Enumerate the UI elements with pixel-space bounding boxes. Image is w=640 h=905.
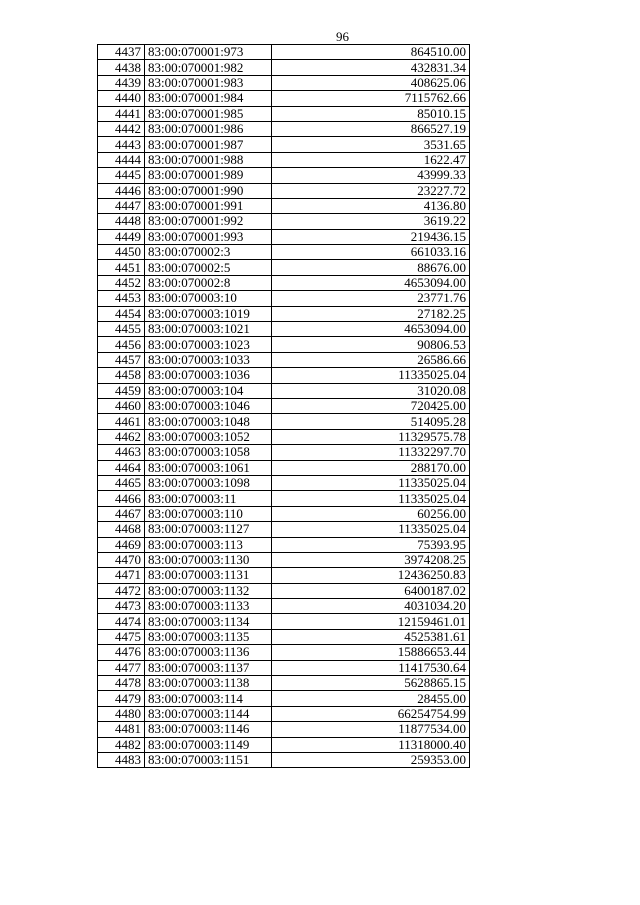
- cadastral-value-cell: 11318000.40: [272, 737, 470, 752]
- row-number-cell: 4480: [98, 706, 145, 721]
- cadastral-value-cell: 66254754.99: [272, 706, 470, 721]
- row-number-cell: 4478: [98, 676, 145, 691]
- cadastral-number-cell: 83:00:070001:982: [145, 60, 272, 75]
- cadastral-value-cell: 11417530.64: [272, 660, 470, 675]
- cadastral-number-cell: 83:00:070003:11: [145, 491, 272, 506]
- table-row: [98, 614, 470, 629]
- cadastral-value-cell: 661033.16: [272, 245, 470, 260]
- table-row: [98, 429, 470, 444]
- table-row: [98, 121, 470, 136]
- cadastral-value-cell: 12159461.01: [272, 614, 470, 629]
- cadastral-number-cell: 83:00:070003:1019: [145, 306, 272, 321]
- cadastral-value-cell: 4136.80: [272, 198, 470, 213]
- row-number-cell: 4458: [98, 368, 145, 383]
- table-row: [98, 599, 470, 614]
- cadastral-number-cell: 83:00:070003:1146: [145, 722, 272, 737]
- cadastral-value-cell: 3974208.25: [272, 552, 470, 567]
- row-number-cell: 4462: [98, 429, 145, 444]
- cadastral-number-cell: 83:00:070003:1058: [145, 445, 272, 460]
- table-row: [98, 460, 470, 475]
- cadastral-value-cell: 6400187.02: [272, 583, 470, 598]
- cadastral-value-cell: 1622.47: [272, 152, 470, 167]
- table-row: [98, 214, 470, 229]
- cadastral-value-cell: 27182.25: [272, 306, 470, 321]
- cadastral-number-cell: 83:00:070003:1133: [145, 599, 272, 614]
- cadastral-value-cell: 15886653.44: [272, 645, 470, 660]
- cadastral-value-cell: 514095.28: [272, 414, 470, 429]
- cadastral-number-cell: 83:00:070002:5: [145, 260, 272, 275]
- cadastral-number-cell: 83:00:070003:1134: [145, 614, 272, 629]
- row-number-cell: 4446: [98, 183, 145, 198]
- table-row: [98, 676, 470, 691]
- cadastral-value-cell: 288170.00: [272, 460, 470, 475]
- cadastral-value-table: [97, 44, 470, 768]
- row-number-cell: 4481: [98, 722, 145, 737]
- row-number-cell: 4459: [98, 383, 145, 398]
- row-number-cell: 4441: [98, 106, 145, 121]
- row-number-cell: 4440: [98, 91, 145, 106]
- cadastral-number-cell: 83:00:070001:983: [145, 75, 272, 90]
- row-number-cell: 4483: [98, 752, 145, 767]
- cadastral-number-cell: 83:00:070001:973: [145, 45, 272, 60]
- cadastral-number-cell: 83:00:070003:10: [145, 291, 272, 306]
- cadastral-number-cell: 83:00:070003:1149: [145, 737, 272, 752]
- cadastral-number-cell: 83:00:070003:1151: [145, 752, 272, 767]
- cadastral-value-cell: 28455.00: [272, 691, 470, 706]
- cadastral-value-cell: 31020.08: [272, 383, 470, 398]
- table-row: [98, 491, 470, 506]
- table-body: [98, 45, 470, 768]
- row-number-cell: 4439: [98, 75, 145, 90]
- table-row: [98, 752, 470, 767]
- cadastral-value-cell: 60256.00: [272, 506, 470, 521]
- row-number-cell: 4466: [98, 491, 145, 506]
- row-number-cell: 4442: [98, 121, 145, 136]
- row-number-cell: 4467: [98, 506, 145, 521]
- row-number-cell: 4474: [98, 614, 145, 629]
- cadastral-number-cell: 83:00:070001:992: [145, 214, 272, 229]
- table-row: [98, 475, 470, 490]
- cadastral-number-cell: 83:00:070003:114: [145, 691, 272, 706]
- row-number-cell: 4457: [98, 352, 145, 367]
- table-row: [98, 552, 470, 567]
- cadastral-number-cell: 83:00:070001:993: [145, 229, 272, 244]
- cadastral-value-cell: 866527.19: [272, 121, 470, 136]
- cadastral-value-cell: 11877534.00: [272, 722, 470, 737]
- cadastral-number-cell: 83:00:070003:1131: [145, 568, 272, 583]
- row-number-cell: 4455: [98, 322, 145, 337]
- table-row: [98, 691, 470, 706]
- row-number-cell: 4471: [98, 568, 145, 583]
- cadastral-number-cell: 83:00:070002:8: [145, 275, 272, 290]
- cadastral-number-cell: 83:00:070003:1132: [145, 583, 272, 598]
- cadastral-number-cell: 83:00:070001:991: [145, 198, 272, 213]
- row-number-cell: 4475: [98, 629, 145, 644]
- row-number-cell: 4479: [98, 691, 145, 706]
- cadastral-number-cell: 83:00:070001:987: [145, 137, 272, 152]
- cadastral-value-cell: 408625.06: [272, 75, 470, 90]
- cadastral-value-cell: 4653094.00: [272, 275, 470, 290]
- row-number-cell: 4469: [98, 537, 145, 552]
- cadastral-value-cell: 4653094.00: [272, 322, 470, 337]
- cadastral-value-cell: 864510.00: [272, 45, 470, 60]
- table-row: [98, 352, 470, 367]
- row-number-cell: 4445: [98, 168, 145, 183]
- cadastral-number-cell: 83:00:070003:1046: [145, 398, 272, 413]
- table-row: [98, 275, 470, 290]
- row-number-cell: 4451: [98, 260, 145, 275]
- table-row: [98, 229, 470, 244]
- cadastral-number-cell: 83:00:070003:1130: [145, 552, 272, 567]
- table-row: [98, 537, 470, 552]
- table-row: [98, 291, 470, 306]
- table-row: [98, 522, 470, 537]
- row-number-cell: 4477: [98, 660, 145, 675]
- cadastral-value-cell: 219436.15: [272, 229, 470, 244]
- row-number-cell: 4443: [98, 137, 145, 152]
- row-number-cell: 4447: [98, 198, 145, 213]
- table-row: [98, 183, 470, 198]
- cadastral-number-cell: 83:00:070003:1061: [145, 460, 272, 475]
- table-row: [98, 383, 470, 398]
- row-number-cell: 4456: [98, 337, 145, 352]
- cadastral-value-cell: 11332297.70: [272, 445, 470, 460]
- cadastral-value-cell: 23771.76: [272, 291, 470, 306]
- row-number-cell: 4463: [98, 445, 145, 460]
- cadastral-number-cell: 83:00:070003:113: [145, 537, 272, 552]
- table-row: [98, 152, 470, 167]
- cadastral-value-cell: 11335025.04: [272, 522, 470, 537]
- cadastral-value-cell: 720425.00: [272, 398, 470, 413]
- cadastral-value-cell: 11335025.04: [272, 475, 470, 490]
- row-number-cell: 4453: [98, 291, 145, 306]
- cadastral-value-cell: 3619.22: [272, 214, 470, 229]
- table-row: [98, 168, 470, 183]
- row-number-cell: 4472: [98, 583, 145, 598]
- row-number-cell: 4470: [98, 552, 145, 567]
- table-row: [98, 322, 470, 337]
- row-number-cell: 4460: [98, 398, 145, 413]
- cadastral-number-cell: 83:00:070003:1127: [145, 522, 272, 537]
- row-number-cell: 4461: [98, 414, 145, 429]
- page-number: 96: [336, 29, 349, 44]
- table-row: [98, 568, 470, 583]
- cadastral-number-cell: 83:00:070001:985: [145, 106, 272, 121]
- cadastral-number-cell: 83:00:070003:1048: [145, 414, 272, 429]
- row-number-cell: 4452: [98, 275, 145, 290]
- table-row: [98, 583, 470, 598]
- row-number-cell: 4476: [98, 645, 145, 660]
- table-row: [98, 722, 470, 737]
- table-row: [98, 629, 470, 644]
- table-row: [98, 45, 470, 60]
- cadastral-value-cell: 12436250.83: [272, 568, 470, 583]
- cadastral-number-cell: 83:00:070001:988: [145, 152, 272, 167]
- row-number-cell: 4473: [98, 599, 145, 614]
- cadastral-number-cell: 83:00:070003:1021: [145, 322, 272, 337]
- cadastral-number-cell: 83:00:070003:1023: [145, 337, 272, 352]
- cadastral-number-cell: 83:00:070001:984: [145, 91, 272, 106]
- cadastral-number-cell: 83:00:070003:1138: [145, 676, 272, 691]
- cadastral-number-cell: 83:00:070003:1136: [145, 645, 272, 660]
- table-row: [98, 106, 470, 121]
- table-row: [98, 137, 470, 152]
- row-number-cell: 4444: [98, 152, 145, 167]
- row-number-cell: 4482: [98, 737, 145, 752]
- row-number-cell: 4468: [98, 522, 145, 537]
- row-number-cell: 4450: [98, 245, 145, 260]
- table-row: [98, 660, 470, 675]
- cadastral-number-cell: 83:00:070003:1098: [145, 475, 272, 490]
- cadastral-value-cell: 43999.33: [272, 168, 470, 183]
- cadastral-value-cell: 4031034.20: [272, 599, 470, 614]
- cadastral-value-cell: 88676.00: [272, 260, 470, 275]
- row-number-cell: 4454: [98, 306, 145, 321]
- row-number-cell: 4438: [98, 60, 145, 75]
- table-row: [98, 60, 470, 75]
- cadastral-number-cell: 83:00:070001:989: [145, 168, 272, 183]
- row-number-cell: 4465: [98, 475, 145, 490]
- table-row: [98, 414, 470, 429]
- cadastral-value-cell: 5628865.15: [272, 676, 470, 691]
- cadastral-value-cell: 3531.65: [272, 137, 470, 152]
- table-row: [98, 645, 470, 660]
- cadastral-number-cell: 83:00:070003:1135: [145, 629, 272, 644]
- cadastral-value-cell: 7115762.66: [272, 91, 470, 106]
- table-row: [98, 198, 470, 213]
- cadastral-value-cell: 90806.53: [272, 337, 470, 352]
- cadastral-number-cell: 83:00:070003:1137: [145, 660, 272, 675]
- table-row: [98, 75, 470, 90]
- row-number-cell: 4448: [98, 214, 145, 229]
- table-row: [98, 245, 470, 260]
- cadastral-value-cell: 75393.95: [272, 537, 470, 552]
- row-number-cell: 4464: [98, 460, 145, 475]
- cadastral-number-cell: 83:00:070001:990: [145, 183, 272, 198]
- cadastral-value-cell: 26586.66: [272, 352, 470, 367]
- cadastral-value-cell: 11329575.78: [272, 429, 470, 444]
- cadastral-value-cell: 11335025.04: [272, 491, 470, 506]
- table-row: [98, 737, 470, 752]
- cadastral-value-cell: 259353.00: [272, 752, 470, 767]
- table-row: [98, 337, 470, 352]
- cadastral-number-cell: 83:00:070003:1144: [145, 706, 272, 721]
- table-row: [98, 445, 470, 460]
- table-row: [98, 506, 470, 521]
- table-row: [98, 706, 470, 721]
- cadastral-number-cell: 83:00:070001:986: [145, 121, 272, 136]
- cadastral-value-cell: 23227.72: [272, 183, 470, 198]
- cadastral-value-cell: 432831.34: [272, 60, 470, 75]
- table-row: [98, 260, 470, 275]
- cadastral-number-cell: 83:00:070002:3: [145, 245, 272, 260]
- cadastral-number-cell: 83:00:070003:1036: [145, 368, 272, 383]
- cadastral-number-cell: 83:00:070003:1052: [145, 429, 272, 444]
- cadastral-value-cell: 4525381.61: [272, 629, 470, 644]
- cadastral-number-cell: 83:00:070003:104: [145, 383, 272, 398]
- row-number-cell: 4437: [98, 45, 145, 60]
- cadastral-number-cell: 83:00:070003:1033: [145, 352, 272, 367]
- cadastral-value-cell: 85010.15: [272, 106, 470, 121]
- table-row: [98, 398, 470, 413]
- cadastral-number-cell: 83:00:070003:110: [145, 506, 272, 521]
- row-number-cell: 4449: [98, 229, 145, 244]
- table-row: [98, 306, 470, 321]
- cadastral-value-cell: 11335025.04: [272, 368, 470, 383]
- table-row: [98, 91, 470, 106]
- table-row: [98, 368, 470, 383]
